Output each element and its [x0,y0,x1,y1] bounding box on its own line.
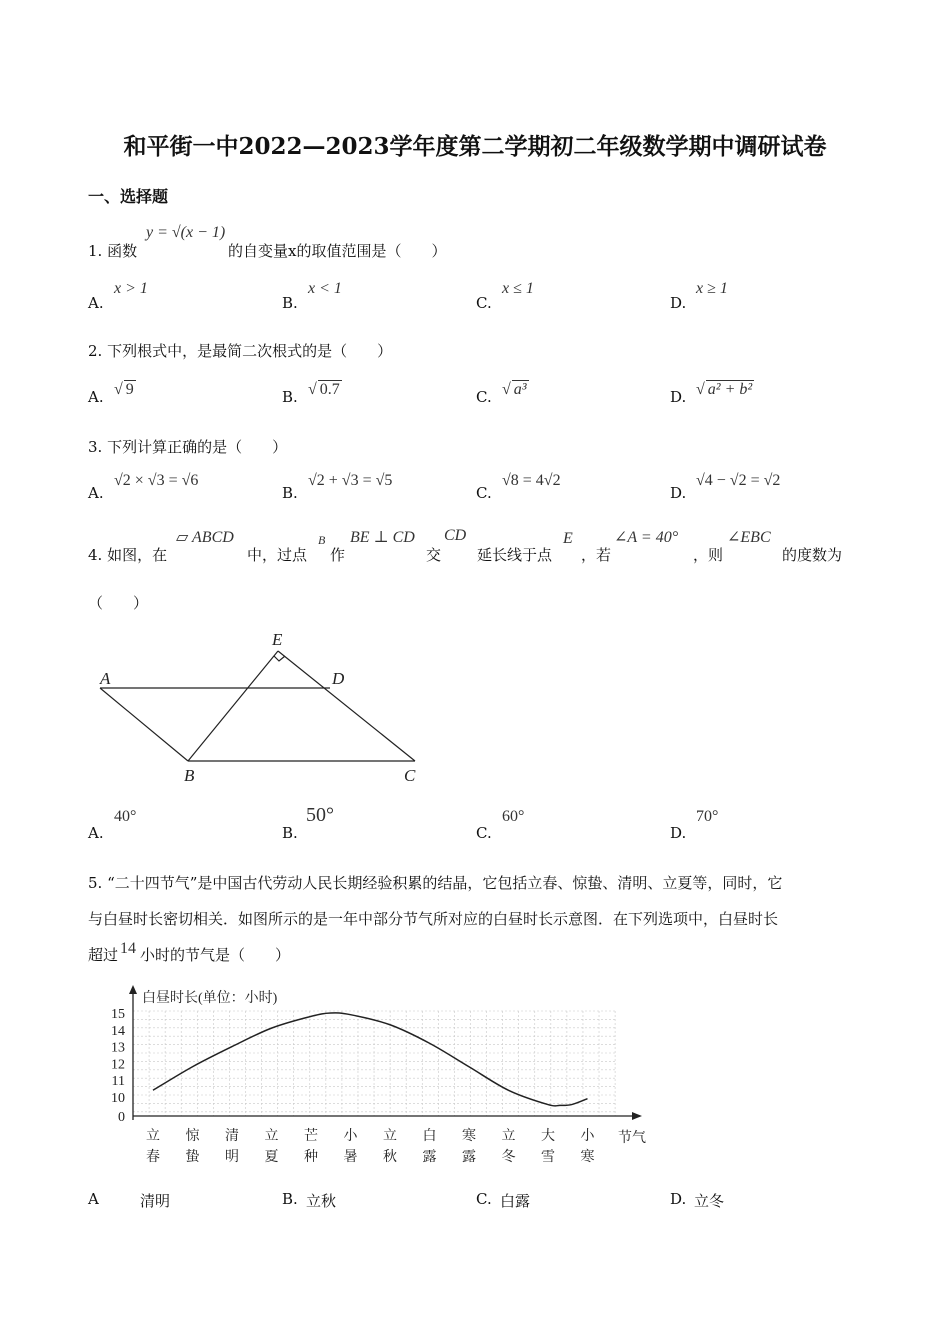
q2-option-b-label[interactable]: B. [282,388,298,406]
right-angle-icon [274,656,285,661]
q5-option-a[interactable]: 清明 [140,1192,171,1210]
segment-ec [278,651,415,761]
x-tick-label-bottom: 露 [462,1150,476,1165]
y-tick-label: 10 [111,1091,125,1106]
q1-option-d[interactable]: x ≥ 1 [696,280,728,297]
x-tick-label-top: 清 [225,1129,239,1144]
q1-option-c-label[interactable]: C. [476,294,492,312]
q3-option-b-label[interactable]: B. [282,484,298,502]
radical-sign-icon: √ [696,381,705,398]
x-tick-label-top: 立 [383,1129,397,1144]
q1-option-c[interactable]: x ≤ 1 [502,280,534,297]
q5-line-2: 与白昼时长密切相关．如图所示的是一年中部分节气所对应的白昼时长示意图．在下列选项中，白昼时长 [88,910,779,928]
radical-sign-icon: √ [308,381,317,398]
q3-option-a[interactable]: √2 × √3 = √6 [114,472,199,489]
y-tick-label: 13 [111,1040,125,1056]
q2-option-d-label[interactable]: D. [670,388,687,406]
segment-ab [100,688,188,761]
q3-option-d-label[interactable]: D. [670,484,687,502]
q4-point-b: B [318,533,326,547]
x-tick-label-bottom: 秋 [383,1150,397,1165]
x-tick-label-bottom: 冬 [501,1150,516,1165]
q5-line-3a: 超过 [88,946,119,964]
q2-text: 2. 下列根式中，是最简二次根式的是（ ） [88,342,393,360]
q5-line-1: 5. “二十四节气”是中国古代劳动人民长期经验积累的结晶，它包括立春、惊蛰、清明、立夏等，同时，它 [88,874,783,892]
q3-option-c[interactable]: √8 = 4√2 [502,472,561,489]
q2-option-d[interactable]: √ a² + b² [696,381,753,398]
q5-option-c-label[interactable]: C. [476,1190,492,1208]
q1-formula: y = √(x − 1) [146,224,226,241]
q2-option-a-label[interactable]: A. [88,388,104,406]
q4-point-e: E [563,530,573,547]
q2-option-c-label[interactable]: C. [476,388,492,406]
q4-text-7: 的度数为 [782,546,843,564]
y-tick-label: 15 [111,1007,125,1022]
q4-figure [90,625,430,790]
x-tick-label-bottom: 春 [146,1150,160,1165]
q5-option-c[interactable]: 白露 [500,1192,531,1210]
x-tick-label-bottom: 露 [422,1150,437,1165]
q4-angle-ebc: ∠EBC [727,529,771,546]
x-tick-label-top: 惊 [185,1129,200,1144]
x-tick-label-bottom: 暑 [343,1150,358,1165]
chart-y-tick-labels [111,1007,125,1125]
label-a: A [100,669,111,688]
q4-option-d-label[interactable]: D. [670,824,687,842]
x-tick-label-top: 大 [541,1129,555,1144]
q4-text-4: 延长线于点 [477,546,553,564]
chart-y-axis-label: 白昼时长(单位：小时) [142,991,278,1006]
segment-be [188,651,278,761]
q3-option-b[interactable]: √2 + √3 = √5 [308,472,393,489]
radical-sign-icon: √ [502,381,511,398]
chart-grid [133,1011,615,1116]
q4-text-3: 交 [426,546,442,564]
x-tick-label-top: 立 [146,1129,160,1144]
label-b: B [184,766,195,785]
q4-option-b-label[interactable]: B. [282,824,298,842]
q1-option-d-label[interactable]: D. [670,294,687,312]
y-tick-label: 0 [118,1110,125,1125]
q2-option-c[interactable]: √ a³ [502,381,527,398]
q4-text-5: ，若 [581,546,612,564]
x-tick-label-bottom: 明 [225,1150,239,1165]
x-axis-arrow-icon [632,1112,642,1120]
q4-option-a[interactable]: 40° [114,808,137,825]
label-c: C [404,766,416,785]
page-title: 和平街一中2022—2023学年度第二学期初二年级数学期中调研试卷 [123,133,827,160]
x-tick-label-top: 立 [264,1129,279,1144]
q1-text: 的自变量x的取值范围是（ ） [228,242,447,260]
x-tick-label-bottom: 蛰 [185,1150,200,1165]
label-d: D [332,669,345,688]
x-tick-label-top: 小 [343,1129,358,1144]
q4-option-a-label[interactable]: A. [88,824,104,842]
chart-x-tick-labels [146,1127,596,1165]
x-tick-label-top: 寒 [462,1129,476,1144]
q4-parallelogram: ▱ ABCD [176,529,234,546]
q4-option-c[interactable]: 60° [502,808,525,825]
q4-option-c-label[interactable]: C. [476,824,492,842]
q4-paren: （ ） [88,594,149,612]
q2-option-a[interactable]: √ 9 [114,381,134,398]
daylight-chart [90,980,670,1175]
daylight-series-line [153,1013,588,1106]
q3-option-d[interactable]: √4 − √2 = √2 [696,472,781,489]
q4-text-2: 作 [330,546,346,564]
q4-number: 4. 如图，在 [88,546,168,564]
q1-option-a[interactable]: x > 1 [114,280,148,297]
x-tick-label-top: 芒 [304,1129,318,1144]
q5-option-d-label[interactable]: D. [670,1190,687,1208]
q1-number: 1. 函数 [88,242,138,260]
q1-option-b[interactable]: x < 1 [308,280,342,297]
x-tick-label-bottom: 雪 [541,1150,555,1165]
q3-text: 3. 下列计算正确的是（ ） [88,438,288,456]
y-tick-label: 12 [111,1057,125,1073]
q4-option-d[interactable]: 70° [696,808,719,825]
chart-x-axis-label: 节气 [618,1131,646,1146]
q5-option-b[interactable]: 立秋 [306,1192,337,1210]
q5-option-b-label[interactable]: B. [282,1190,298,1208]
x-tick-label-top: 白 [422,1129,437,1144]
y-axis-arrow-icon [129,985,137,994]
q1-option-b-label[interactable]: B. [282,294,298,312]
x-tick-label-bottom: 寒 [580,1150,595,1165]
x-tick-label-bottom: 种 [304,1150,318,1165]
q3-option-a-label[interactable]: A. [88,484,104,502]
x-tick-label-top: 小 [580,1129,595,1144]
radical-sign-icon: √ [114,381,123,398]
q2-option-b[interactable]: √ 0.7 [308,381,340,398]
q5-line-3-number: 14 [120,940,136,957]
q4-perpendicular: BE ⊥ CD [350,529,415,546]
y-tick-label: 11 [111,1074,125,1090]
x-tick-label-bottom: 夏 [264,1150,279,1165]
q4-angle-a: ∠A = 40° [614,529,679,546]
q3-option-c-label[interactable]: C. [476,484,492,502]
q4-cd: CD [444,527,467,544]
q5-option-a-label[interactable]: A [88,1190,99,1208]
y-tick-label: 14 [111,1023,125,1039]
label-e: E [272,630,283,649]
q4-text-1: 中，过点 [247,546,308,564]
x-tick-label-top: 立 [501,1129,516,1144]
section-heading: 一、选择题 [88,187,169,206]
q4-text-6: ，则 [693,546,724,564]
q5-line-3b: 小时的节气是（ ） [140,946,291,964]
q5-option-d[interactable]: 立冬 [694,1192,725,1210]
q4-option-b[interactable]: 50° [306,804,334,826]
q1-option-a-label[interactable]: A. [88,294,104,312]
